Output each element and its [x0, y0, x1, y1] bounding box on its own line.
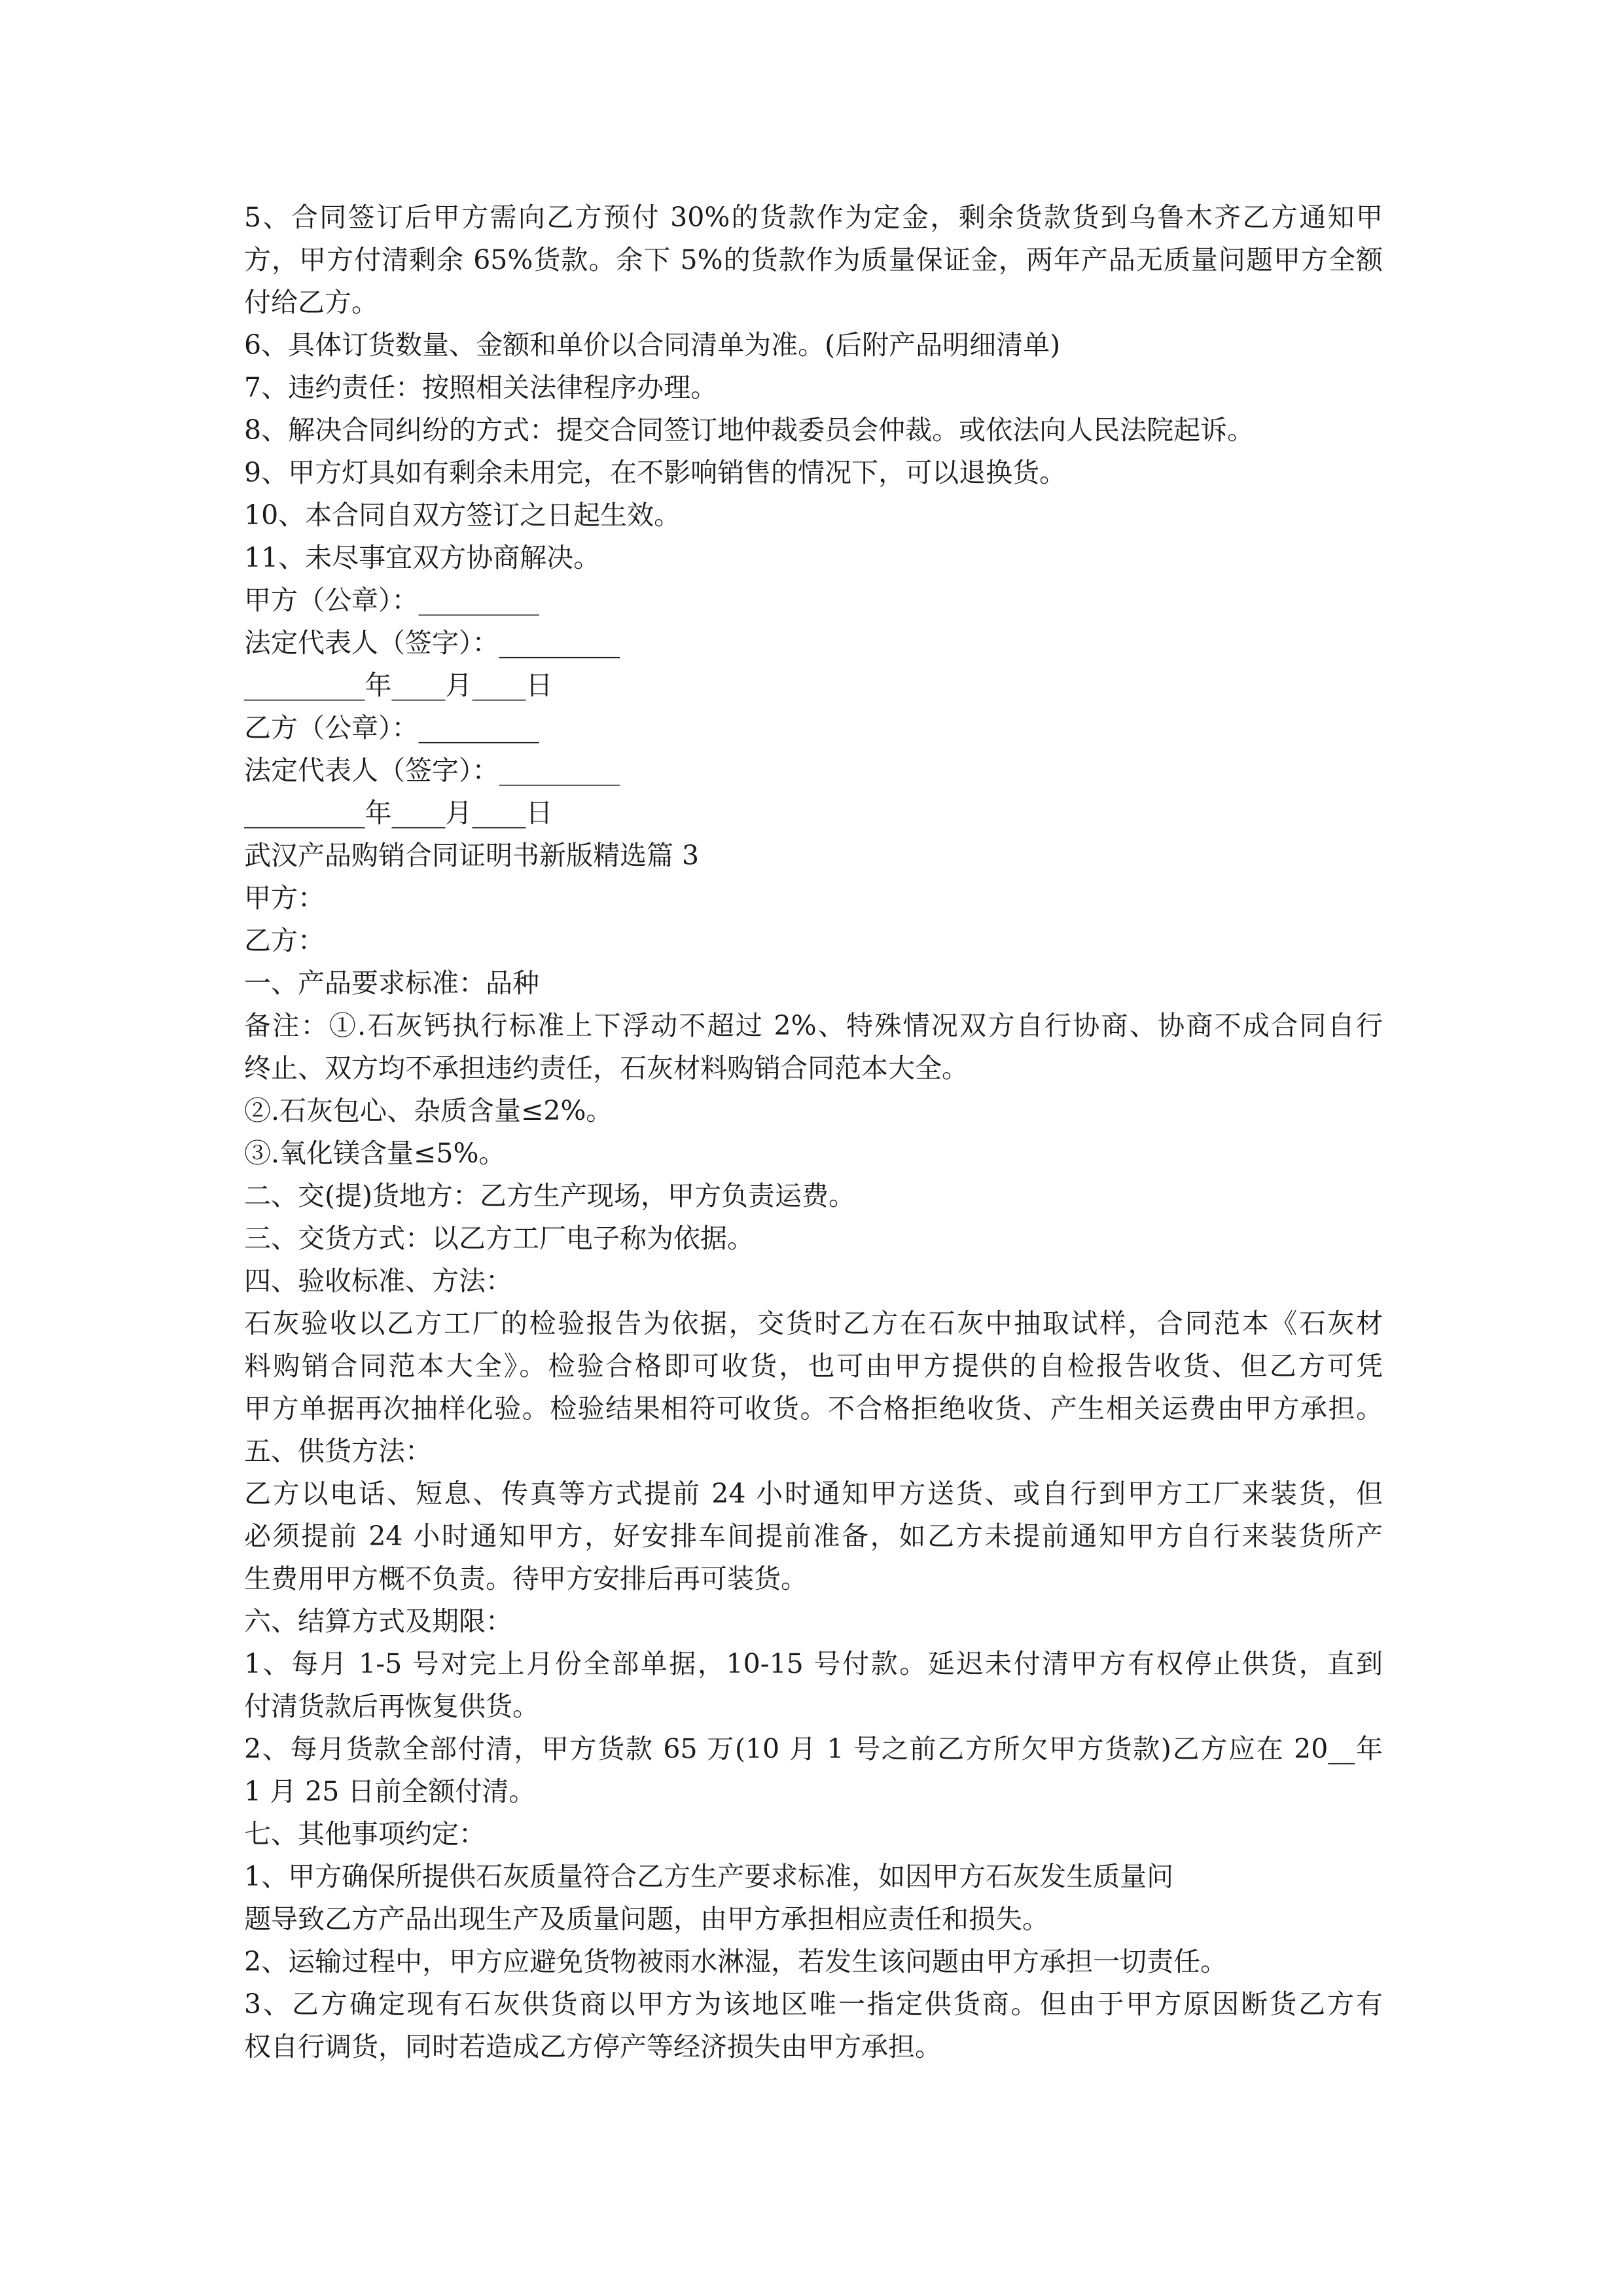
- text-line: 一、产品要求标准：品种: [244, 967, 539, 999]
- text-line: 必须提前 24 小时通知甲方，好安排车间提前准备，如乙方未提前通知甲方自行来装货所产: [244, 1520, 1383, 1552]
- text-line: ③.氧化镁含量≤5%。: [244, 1138, 506, 1169]
- text-line: 2、运输过程中，甲方应避免货物被雨水淋湿，若发生该问题由甲方承担一切责任。: [244, 1946, 1228, 1977]
- text-line: 1、每月 1-5 号对完上月份全部单据，10-15 号付款。延迟未付清甲方有权停止供货，直到: [244, 1648, 1383, 1679]
- document-body: [244, 196, 1383, 2068]
- text-line: 乙方：: [244, 925, 325, 956]
- text-line: 乙方（公章）：_________: [244, 712, 539, 744]
- text-line: 5、合同签订后甲方需向乙方预付 30%的货款作为定金，剩余货款货到乌鲁木齐乙方通知甲: [244, 202, 1383, 233]
- text-line: 四、验收标准、方法：: [244, 1265, 512, 1297]
- text-line: 10、本合同自双方签订之日起生效。: [244, 499, 681, 531]
- text-line: 五、供货方法：: [244, 1435, 432, 1467]
- text-line: 8、解决合同纠纷的方式：提交合同签订地仲裁委员会仲裁。或依法向人民法院起诉。: [244, 414, 1255, 446]
- text-line: 六、结算方式及期限：: [244, 1605, 512, 1637]
- text-line: 七、其他事项约定：: [244, 1818, 486, 1850]
- text-line: 石灰验收以乙方工厂的检验报告为依据，交货时乙方在石灰中抽取试样，合同范本《石灰材: [244, 1308, 1383, 1339]
- text-line: 终止、双方均不承担违约责任，石灰材料购销合同范本大全。: [244, 1052, 969, 1084]
- text-line: 法定代表人（签字）：_________: [244, 755, 620, 786]
- text-line: 方，甲方付清剩余 65%货款。余下 5%的货款作为质量保证金，两年产品无质量问题甲方全额: [244, 244, 1383, 276]
- text-line: 生费用甲方概不负责。待甲方安排后再可装货。: [244, 1563, 808, 1594]
- text-line: 甲方（公章）：_________: [244, 584, 539, 616]
- text-line: 付给乙方。: [244, 287, 378, 318]
- text-line: 法定代表人（签字）：_________: [244, 627, 620, 658]
- text-line: 6、具体订货数量、金额和单价以合同清单为准。(后附产品明细清单): [244, 329, 1061, 361]
- text-line: 3、乙方确定现有石灰供货商以甲方为该地区唯一指定供货商。但由于甲方原因断货乙方有: [244, 1988, 1383, 2020]
- text-line: 乙方以电话、短息、传真等方式提前 24 小时通知甲方送货、或自行到甲方工厂来装货，但: [244, 1478, 1383, 1509]
- text-line: 11、未尽事宜双方协商解决。: [244, 542, 601, 573]
- text-line: 7、违约责任：按照相关法律程序办理。: [244, 372, 718, 403]
- text-line: ②.石灰包心、杂质含量≤2%。: [244, 1095, 613, 1126]
- text-line: _________年____月____日: [244, 797, 553, 829]
- text-line: 甲方单据再次抽样化验。检验结果相符可收货。不合格拒绝收货、产生相关运费由甲方承担。: [244, 1393, 1383, 1424]
- text-line: 付清货款后再恢复供货。: [244, 1691, 539, 1722]
- text-line: 料购销合同范本大全》。检验合格即可收货，也可由甲方提供的自检报告收货、但乙方可凭: [244, 1350, 1383, 1382]
- text-line: 9、甲方灯具如有剩余未用完，在不影响销售的情况下，可以退换货。: [244, 457, 1067, 488]
- text-line: 1 月 25 日前全额付清。: [244, 1776, 536, 1807]
- text-line: 二、交(提)货地方：乙方生产现场，甲方负责运费。: [244, 1180, 855, 1211]
- text-line: 三、交货方式：以乙方工厂电子称为依据。: [244, 1223, 754, 1254]
- text-line: 权自行调货，同时若造成乙方停产等经济损失由甲方承担。: [244, 2031, 942, 2062]
- text-line: 甲方：: [244, 882, 325, 914]
- text-line: 1、甲方确保所提供石灰质量符合乙方生产要求标准，如因甲方石灰发生质量问: [244, 1861, 1174, 1892]
- text-line: 2、每月货款全部付清，甲方货款 65 万(10 月 1 号之前乙方所欠甲方货款)乙方应在 20__年: [244, 1733, 1383, 1765]
- text-line: 武汉产品购销合同证明书新版精选篇 3: [244, 840, 700, 871]
- text-line: _________年____月____日: [244, 670, 553, 701]
- text-line: 题导致乙方产品出现生产及质量问题，由甲方承担相应责任和损失。: [244, 1903, 1049, 1935]
- text-line: 备注：①.石灰钙执行标准上下浮动不超过 2%、特殊情况双方自行协商、协商不成合同自行: [244, 1010, 1383, 1041]
